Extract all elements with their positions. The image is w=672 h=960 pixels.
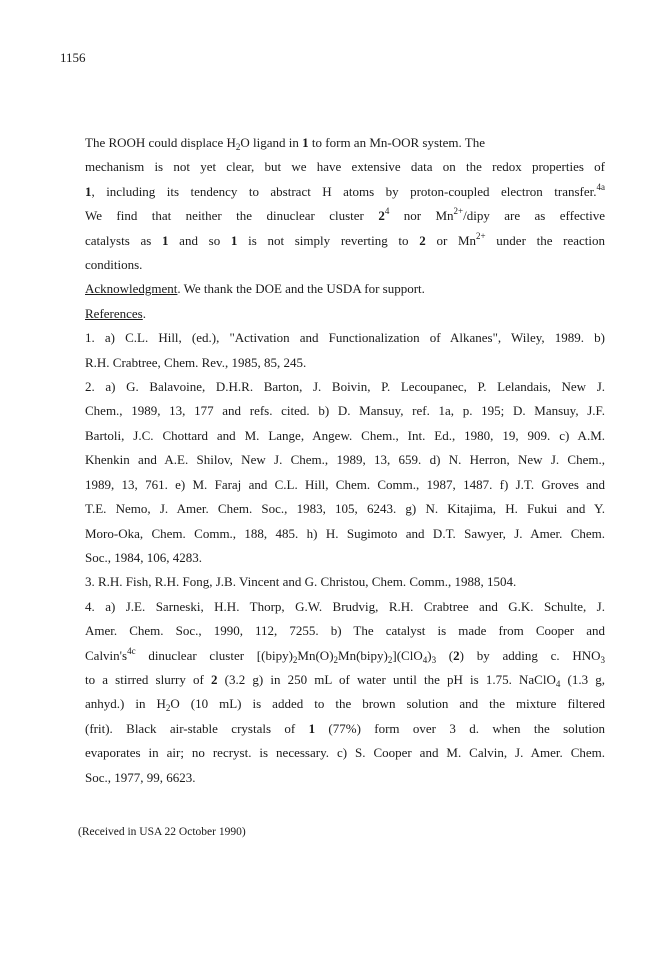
text-run: 2	[419, 232, 426, 248]
superscript: 2+	[453, 206, 464, 217]
text-run: . We thank the DOE and the USDA for support.	[177, 281, 425, 297]
text-run: ](ClO	[392, 647, 423, 663]
subscript: 2	[387, 654, 393, 665]
text-run: under the reaction	[485, 232, 606, 248]
text-line	[85, 595, 605, 619]
text-run: Mn(O)	[297, 647, 334, 663]
text-run: (1.3 g,	[560, 671, 605, 687]
text-run: We find that neither the dinuclear cluster	[85, 208, 379, 224]
text-run: The ROOH could displace H	[85, 135, 236, 150]
text-run: R.H. Crabtree, Chem. Rev., 1985, 85, 245.	[85, 354, 307, 370]
text-line	[85, 570, 605, 594]
text-run: 2	[378, 208, 385, 224]
text-run: 4. a) J.E. Sarneski, H.H. Thorp, G.W. Brudvig, R.H. Crabtree and G.K. Schulte, J.	[85, 598, 605, 614]
text-line	[85, 204, 605, 228]
text-run: anhyd.) in H	[85, 696, 166, 712]
text-line	[85, 326, 605, 350]
text-run: (	[436, 647, 454, 663]
text-line	[85, 131, 605, 155]
text-run: 1	[85, 183, 92, 199]
underlined-heading: Acknowledgment	[85, 281, 178, 297]
superscript: 4a	[596, 181, 605, 192]
text-run: Moro-Oka, Chem. Comm., 188, 485. h) H. Sugimoto and D.T. Sawyer, J. Amer. Chem.	[85, 525, 605, 541]
text-run: 1	[161, 232, 169, 248]
text-line	[85, 497, 605, 521]
text-line	[85, 180, 605, 204]
page-number: 1156	[60, 50, 86, 65]
text-run: conditions.	[85, 257, 143, 273]
text-run: )	[427, 647, 432, 663]
text-line	[85, 522, 605, 546]
text-run: O ligand in	[240, 135, 303, 150]
text-run: Chem., 1989, 13, 177 and refs. cited. b) D. Mansuy, ref. 1a, p. 195; D. Mansuy, J.F.	[85, 403, 605, 419]
text-line	[85, 155, 605, 179]
text-line	[85, 741, 605, 765]
text-line	[85, 399, 605, 423]
text-run: Soc., 1984, 106, 4283.	[85, 549, 202, 565]
superscript: 4	[384, 206, 390, 217]
text-run: 1. a) C.L. Hill, (ed.), "Activation and Functionalization of Alkanes", Wiley, 1989. b)	[85, 330, 605, 346]
text-run: 2	[211, 671, 218, 687]
text-run: , including its tendency to abstract H atoms by proton-coupled electron transfer.	[91, 183, 597, 199]
subscript: 3	[600, 654, 605, 665]
text-run: catalysts as	[85, 232, 162, 248]
text-line	[85, 717, 605, 741]
text-line	[85, 351, 605, 375]
text-line	[85, 619, 605, 643]
text-run: or Mn	[425, 232, 477, 248]
text-line	[85, 375, 605, 399]
subscript: 2	[165, 703, 171, 714]
text-run: ) by adding c. HNO	[459, 647, 601, 663]
subscript: 4	[555, 678, 561, 689]
text-run: is not simply reverting to	[237, 232, 420, 248]
text-run: Khenkin and A.E. Shilov, New J. Chem., 1989, 13, 659. d) N. Herron, New J. Chem.,	[85, 452, 605, 468]
subscript: 3	[431, 654, 437, 665]
text-line	[85, 253, 605, 277]
text-line	[85, 302, 605, 326]
text-run: 1	[230, 232, 238, 248]
text-line	[85, 692, 605, 716]
underlined-heading: References	[85, 305, 143, 321]
text-run: Amer. Chem. Soc., 1990, 112, 7255. b) The catalyst is made from Cooper and	[85, 623, 605, 639]
text-line	[85, 229, 605, 253]
text-run: Calvin's	[85, 647, 128, 663]
text-line	[85, 644, 605, 668]
text-run: 3. R.H. Fish, R.H. Fong, J.B. Vincent and G. Christou, Chem. Comm., 1988, 1504.	[85, 574, 517, 590]
text-line	[85, 546, 605, 570]
text-run: (77%) form over 3 d. when the solution	[315, 720, 605, 736]
text-run: 1	[302, 135, 309, 150]
text-run: nor Mn	[389, 208, 454, 224]
text-run: mechanism is not yet clear, but we have extensive data on the redox properties of	[85, 159, 605, 175]
text-run: /dipy are as effective	[463, 208, 605, 224]
text-run: .	[142, 305, 146, 321]
text-line	[85, 424, 605, 448]
subscript: 4	[422, 654, 428, 665]
text-run: (frit). Black air-stable crystals of	[85, 720, 309, 736]
text-run: 2	[453, 647, 460, 663]
superscript: 4c	[127, 645, 136, 656]
received-date: (Received in USA 22 October 1990)	[78, 826, 246, 838]
text-run: dinuclear cluster [(bipy)	[135, 647, 293, 663]
text-line	[85, 277, 605, 301]
text-line	[85, 473, 605, 497]
text-run: Soc., 1977, 99, 6623.	[85, 769, 196, 785]
text-run: Bartoli, J.C. Chottard and M. Lange, Angew. Chem., Int. Ed., 1980, 19, 909. c) A.M.	[85, 427, 605, 443]
text-run: to a stirred slurry of	[85, 671, 211, 687]
text-run: 2. a) G. Balavoine, D.H.R. Barton, J. Boivin, P. Lecoupanec, P. Lelandais, New J.	[85, 379, 605, 395]
subscript: 2	[292, 654, 298, 665]
text-run: evaporates in air; no recryst. is necessary. c) S. Cooper and M. Calvin, J. Amer. Chem.	[85, 745, 605, 761]
text-run: to form an Mn-OOR system. The	[308, 135, 485, 150]
text-line	[85, 766, 605, 790]
text-run: 1	[308, 720, 316, 736]
subscript: 2	[333, 654, 339, 665]
text-run: T.E. Nemo, J. Amer. Chem. Soc., 1983, 105, 6243. g) N. Kitajima, H. Fukui and Y.	[85, 501, 605, 517]
text-run: 1989, 13, 761. e) M. Faraj and C.L. Hill, Chem. Comm., 1987, 1487. f) J.T. Groves and	[85, 476, 605, 492]
text-line	[85, 448, 605, 472]
text-line	[85, 668, 605, 692]
text-run: O (10 mL) is added to the brown solution and the mixture filtered	[170, 696, 605, 712]
text-run: and so	[168, 232, 231, 248]
text-run: (3.2 g) in 250 mL of water until the pH is 1.75. NaClO	[217, 671, 556, 687]
subscript: 2	[235, 142, 241, 152]
body-text	[85, 131, 605, 790]
text-run: Mn(bipy)	[338, 647, 388, 663]
superscript: 2+	[476, 230, 486, 241]
